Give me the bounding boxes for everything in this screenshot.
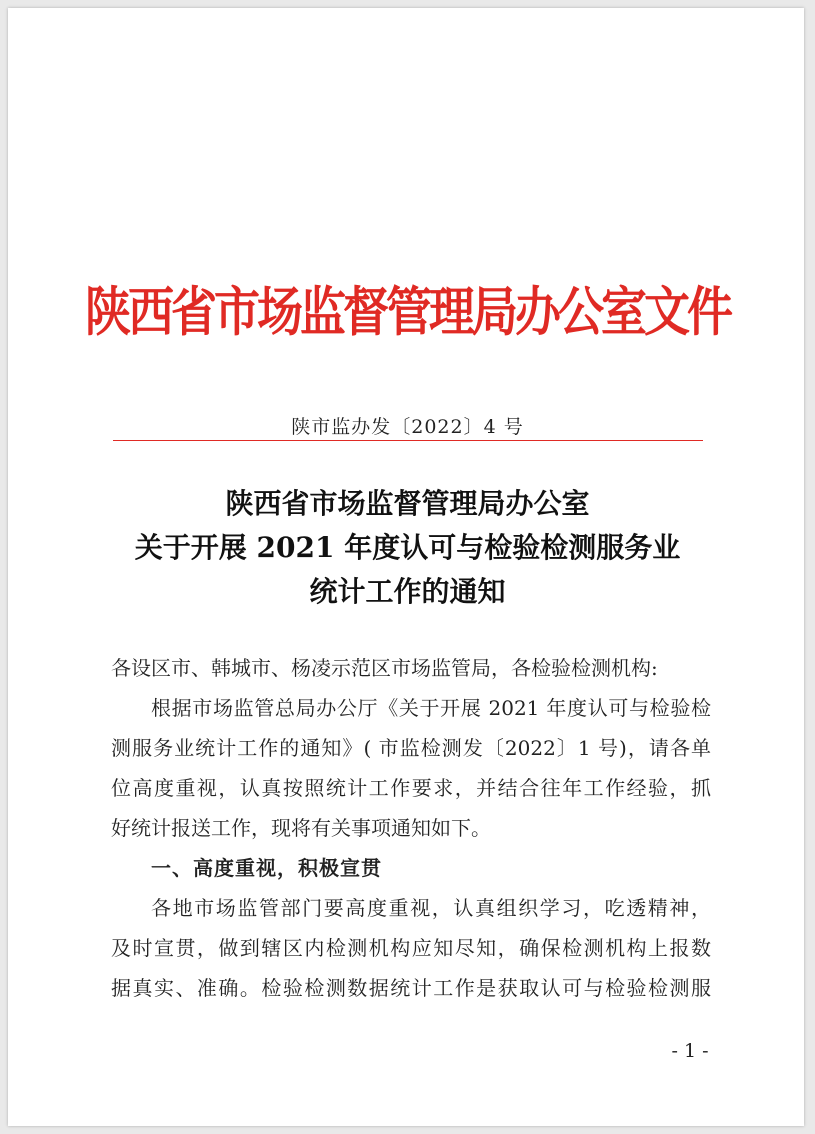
notice-title-line: 关于开展 2021 年度认可与检验检测服务业 [134, 531, 681, 564]
paragraph-line: 及时宣贯，做到辖区内检测机构应知尽知，确保检测机构上报数 [111, 936, 711, 960]
document-number: 陕市监办发〔2022〕4 号 [291, 416, 524, 438]
paragraph-line: 好统计报送工作，现将有关事项通知如下。 [111, 816, 491, 840]
notice-title-line: 陕西省市场监督管理局办公室 [225, 487, 590, 520]
document-body [111, 648, 711, 1008]
paragraph-line: 据真实、准确。检验检测数据统计工作是获取认可与检验检测服 [111, 976, 711, 1000]
document-header-title: 陕西省市场监督管理局办公室文件 [85, 280, 730, 343]
addressee-line: 各设区市、韩城市、杨凌示范区市场监管局，各检验检测机构: [111, 656, 658, 680]
section-heading: 一、高度重视，积极宣贯 [151, 856, 382, 880]
paragraph-line: 各地市场监管部门要高度重视，认真组织学习，吃透精神， [151, 896, 711, 920]
notice-title-line: 统计工作的通知 [309, 575, 506, 608]
paragraph-line: 根据市场监管总局办公厅《关于开展 2021 年度认可与检验检 [151, 696, 711, 720]
page-number: - 1 - [671, 1040, 709, 1062]
notice-title [0, 482, 815, 614]
paragraph-line: 测服务业统计工作的通知》( 市监检测发〔2022〕1 号)，请各单 [111, 736, 711, 760]
paragraph-line: 位高度重视，认真按照统计工作要求，并结合往年工作经验，抓 [111, 776, 711, 800]
red-separator-line [113, 440, 703, 441]
